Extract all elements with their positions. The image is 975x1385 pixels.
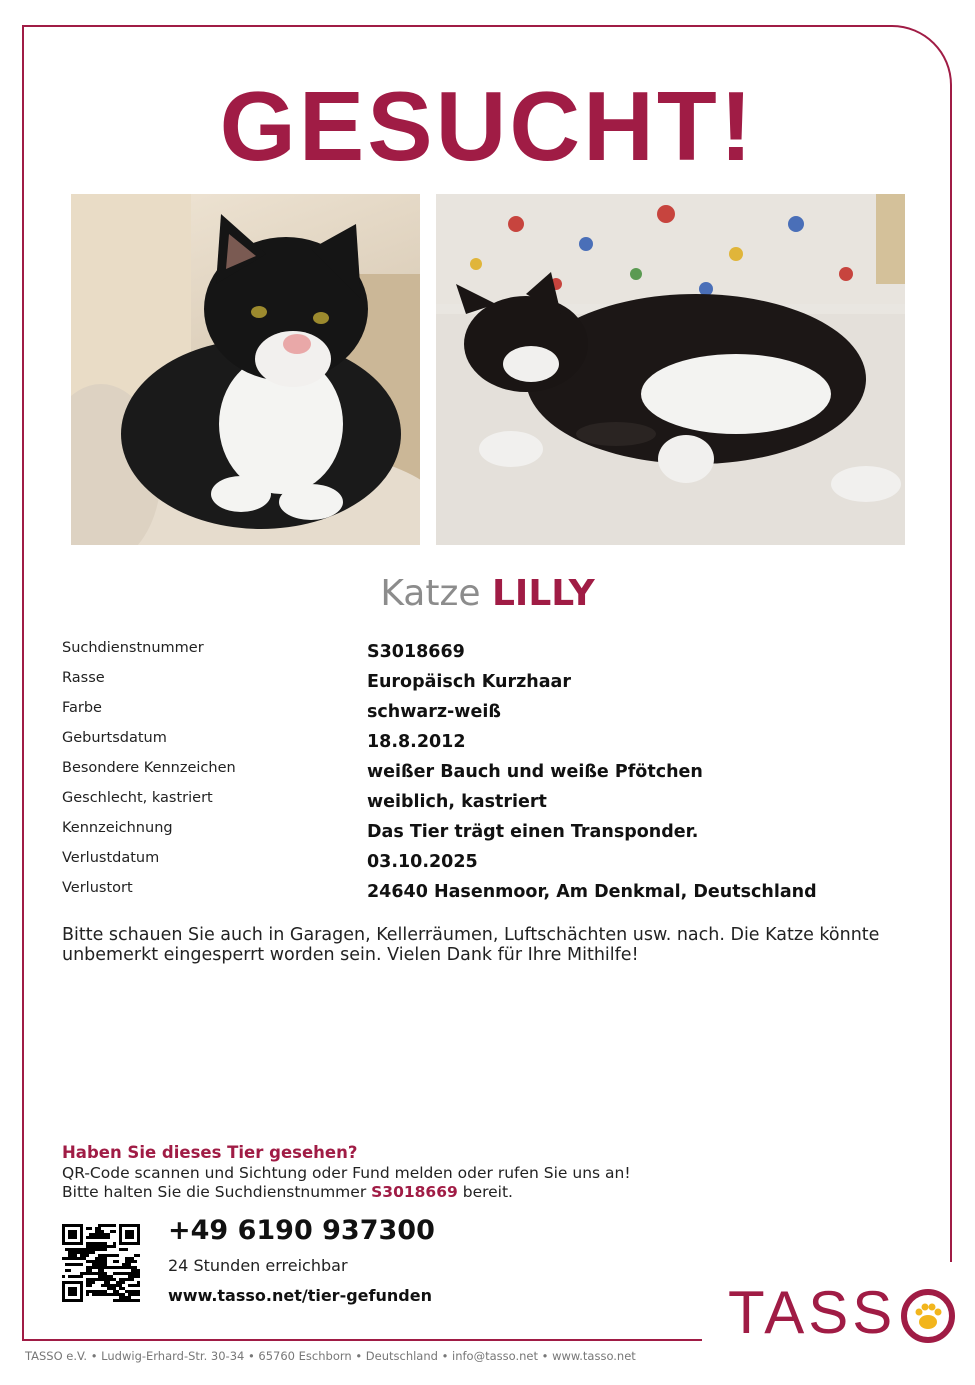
detail-value: 24640 Hasenmoor, Am Denkmal, Deutschland [367,882,817,902]
detail-label: Farbe [62,700,102,716]
detail-label: Kennzeichnung [62,820,173,836]
detail-row [62,640,942,670]
contact-line-2-post: bereit. [462,1183,513,1201]
detail-label: Besondere Kennzeichen [62,760,236,776]
detail-label: Verlustort [62,880,133,896]
poster-frame-bottom [22,1339,702,1341]
detail-value: S3018669 [367,642,465,662]
detail-value: weiblich, kastriert [367,792,547,812]
footer-address: TASSO e.V. • Ludwig-Erhard-Str. 30-34 • 65760 Eschborn • Deutschland • info@tasso.net • www.tasso.net [25,1349,636,1363]
detail-row [62,880,942,910]
detail-row [62,730,942,760]
tasso-logo: TASS [728,1279,897,1346]
detail-row [62,820,942,850]
contact-line-1: QR-Code scannen und Sichtung oder Fund melden oder rufen Sie uns an! [62,1164,631,1182]
detail-row [62,700,942,730]
pet-name: LILLY [491,573,595,614]
detail-label: Geschlecht, kastriert [62,790,213,806]
contact-heading: Haben Sie dieses Tier gesehen? [62,1143,358,1162]
contact-line-2 [62,1183,513,1201]
search-number: S3018669 [371,1183,458,1201]
qr-code-icon[interactable] [62,1224,140,1302]
detail-value: weißer Bauch und weiße Pfötchen [367,762,703,782]
detail-label: Verlustdatum [62,850,160,866]
detail-row [62,670,942,700]
detail-row [62,790,942,820]
detail-value: Das Tier trägt einen Transponder. [367,822,699,842]
detail-label: Rasse [62,670,105,686]
phone-number[interactable]: +49 6190 937300 [168,1215,435,1246]
detail-label: Geburtsdatum [62,730,167,746]
pet-kind: Katze [380,573,481,614]
contact-line-2-pre: Bitte halten Sie die Suchdienstnummer [62,1183,367,1201]
paw-icon [900,1288,956,1344]
search-note: Bitte schauen Sie auch in Garagen, Kellerräumen, Luftschächten usw. nach. Die Katze könnte unbemerkt eingesperrt worden sein. Vielen Dank für Ihre Mithilfe! [62,925,880,965]
detail-row [62,760,942,790]
website-link[interactable]: www.tasso.net/tier-gefunden [168,1286,432,1305]
detail-value: schwarz-weiß [367,702,501,722]
detail-row [62,850,942,880]
cat-photo-sitting [71,194,420,545]
detail-value: 03.10.2025 [367,852,478,872]
detail-value: Europäisch Kurzhaar [367,672,571,692]
detail-value: 18.8.2012 [367,732,466,752]
page-title: GESUCHT! [219,71,756,181]
cat-photo-lying [436,194,905,545]
detail-label: Suchdienstnummer [62,640,204,656]
pet-name-heading [0,573,975,614]
availability-text: 24 Stunden erreichbar [168,1256,348,1275]
